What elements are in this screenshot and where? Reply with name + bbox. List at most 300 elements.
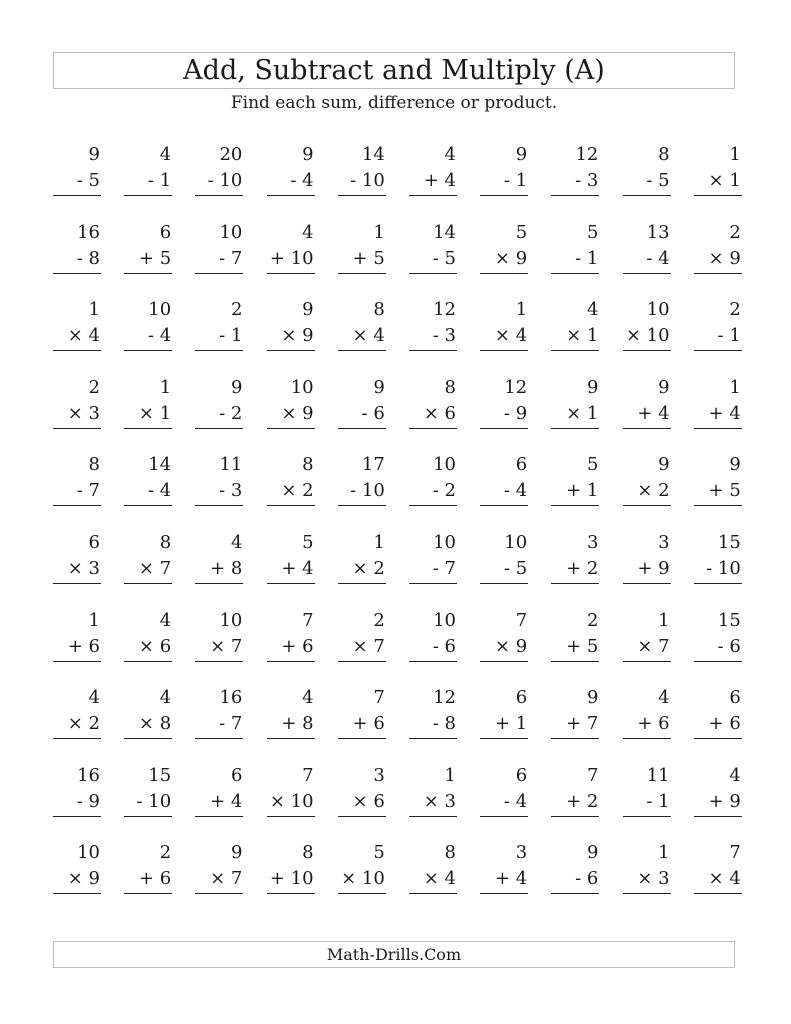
answer-line bbox=[267, 893, 315, 894]
answer-line bbox=[694, 505, 742, 506]
problem-operation: - 5 bbox=[432, 247, 456, 269]
problem-operation: + 5 bbox=[566, 635, 599, 657]
answer-line bbox=[623, 583, 671, 584]
problem-top-number: 8 bbox=[159, 532, 172, 553]
answer-line bbox=[195, 661, 243, 662]
problem-operation: × 7 bbox=[138, 558, 172, 579]
problem-top-number: 11 bbox=[646, 764, 670, 786]
problem-top-number: 12 bbox=[433, 299, 456, 321]
problem bbox=[53, 606, 101, 668]
problem-operation: - 6 bbox=[432, 635, 456, 657]
problem-operation: × 9 bbox=[708, 247, 741, 269]
problem bbox=[551, 838, 599, 900]
problem bbox=[195, 218, 243, 280]
problem bbox=[124, 450, 172, 512]
problem-top-number: 6 bbox=[230, 764, 243, 786]
problem-top-number: 1 bbox=[729, 376, 741, 398]
problem-top-number: 8 bbox=[444, 376, 456, 398]
problem-top-number: 9 bbox=[729, 454, 741, 476]
answer-line bbox=[338, 428, 386, 429]
answer-line bbox=[694, 428, 742, 429]
answer-line bbox=[694, 350, 742, 351]
problem-top-number: 9 bbox=[230, 842, 243, 864]
problem bbox=[551, 450, 599, 512]
problem-top-number: 4 bbox=[159, 687, 172, 709]
problem-top-number: 20 bbox=[219, 144, 243, 165]
problem-operation: - 7 bbox=[432, 558, 456, 579]
answer-line bbox=[480, 661, 528, 662]
problem-operation: × 1 bbox=[138, 402, 172, 424]
problem-operation: × 4 bbox=[708, 868, 741, 890]
problem bbox=[338, 450, 386, 512]
problem-operation: × 2 bbox=[281, 480, 314, 502]
problem-top-number: 4 bbox=[729, 764, 741, 786]
problem bbox=[338, 373, 386, 435]
problem-top-number: 1 bbox=[729, 144, 741, 165]
problem-operation: + 10 bbox=[269, 247, 314, 269]
problem-operation: × 2 bbox=[352, 558, 385, 579]
problem-operation: - 1 bbox=[219, 325, 243, 347]
problem bbox=[694, 140, 742, 202]
problem-operation: × 4 bbox=[352, 325, 385, 347]
problem-operation: × 9 bbox=[281, 402, 314, 424]
problem-top-number: 11 bbox=[219, 454, 243, 476]
problem-top-number: 6 bbox=[515, 687, 528, 709]
problem bbox=[694, 295, 742, 357]
answer-line bbox=[124, 893, 172, 894]
problem bbox=[124, 140, 172, 202]
problem bbox=[409, 140, 457, 202]
answer-line bbox=[694, 893, 742, 894]
problem-top-number: 1 bbox=[88, 609, 100, 631]
answer-line bbox=[267, 738, 315, 739]
problem-operation: × 3 bbox=[637, 868, 670, 890]
problem-operation: × 10 bbox=[269, 790, 314, 812]
answer-line bbox=[195, 738, 243, 739]
problem-top-number: 1 bbox=[373, 221, 385, 243]
answer-line bbox=[694, 738, 742, 739]
problem-top-number: 14 bbox=[148, 454, 172, 476]
answer-line bbox=[409, 273, 457, 274]
answer-line bbox=[623, 893, 671, 894]
problem bbox=[551, 295, 599, 357]
problem bbox=[267, 761, 315, 823]
problem-top-number: 7 bbox=[373, 687, 385, 709]
problem-top-number: 6 bbox=[729, 687, 741, 709]
problem-top-number: 2 bbox=[159, 842, 172, 864]
problem bbox=[551, 218, 599, 280]
problem bbox=[694, 450, 742, 512]
problem-top-number: 10 bbox=[433, 609, 456, 631]
problem bbox=[551, 606, 599, 668]
answer-line bbox=[694, 661, 742, 662]
problem-operation: - 4 bbox=[503, 790, 528, 812]
problem-top-number: 1 bbox=[658, 842, 670, 864]
answer-line bbox=[551, 893, 599, 894]
answer-line bbox=[623, 816, 671, 817]
answer-line bbox=[409, 428, 457, 429]
problem-top-number: 15 bbox=[717, 609, 741, 631]
problem-top-number: 4 bbox=[444, 144, 456, 165]
answer-line bbox=[124, 273, 172, 274]
problem-operation: + 10 bbox=[269, 868, 314, 890]
problem-operation: × 7 bbox=[210, 868, 243, 890]
problem bbox=[338, 528, 386, 590]
problem-operation: + 4 bbox=[494, 868, 528, 890]
problem-top-number: 9 bbox=[302, 144, 314, 165]
problem bbox=[53, 295, 101, 357]
problem-top-number: 1 bbox=[658, 609, 670, 631]
problem-top-number: 10 bbox=[646, 299, 670, 321]
answer-line bbox=[623, 273, 671, 274]
worksheet-instructions: Find each sum, difference or product. bbox=[230, 93, 558, 113]
answer-line bbox=[409, 738, 457, 739]
answer-line bbox=[124, 428, 172, 429]
problem-operation: + 1 bbox=[566, 480, 599, 502]
answer-line bbox=[53, 195, 101, 196]
answer-line bbox=[480, 893, 528, 894]
problem-operation: + 9 bbox=[637, 558, 670, 579]
problem-operation: - 7 bbox=[76, 480, 100, 502]
problem-top-number: 2 bbox=[230, 299, 243, 321]
problem-top-number: 10 bbox=[219, 609, 243, 631]
problem-top-number: 5 bbox=[586, 454, 599, 476]
problem bbox=[694, 218, 742, 280]
problem-top-number: 5 bbox=[373, 842, 385, 864]
problem-top-number: 1 bbox=[159, 376, 172, 398]
problem-operation: × 7 bbox=[210, 635, 243, 657]
answer-line bbox=[338, 350, 386, 351]
problem bbox=[53, 373, 101, 435]
problem bbox=[694, 528, 742, 590]
answer-line bbox=[409, 816, 457, 817]
problem bbox=[124, 761, 172, 823]
problem-top-number: 12 bbox=[575, 144, 599, 165]
worksheet-title bbox=[53, 52, 735, 89]
problem-top-number: 7 bbox=[515, 609, 528, 631]
problem bbox=[623, 761, 671, 823]
problem bbox=[195, 838, 243, 900]
problem-operation: - 10 bbox=[706, 558, 741, 579]
problem-top-number: 4 bbox=[230, 532, 243, 553]
problem bbox=[480, 218, 528, 280]
problem-top-number: 14 bbox=[361, 144, 385, 165]
problem-top-number: 10 bbox=[77, 842, 100, 864]
problem-operation: + 6 bbox=[708, 713, 741, 735]
problem-operation: - 10 bbox=[136, 790, 172, 812]
answer-line bbox=[480, 273, 528, 274]
answer-line bbox=[480, 583, 528, 584]
problem-top-number: 8 bbox=[302, 842, 314, 864]
problem bbox=[338, 761, 386, 823]
problem bbox=[623, 683, 671, 745]
problem-top-number: 3 bbox=[586, 532, 599, 553]
problem bbox=[409, 218, 457, 280]
answer-line bbox=[53, 428, 101, 429]
answer-line bbox=[338, 273, 386, 274]
problem-top-number: 16 bbox=[77, 221, 100, 243]
problem-top-number: 4 bbox=[88, 687, 100, 709]
problem bbox=[195, 450, 243, 512]
answer-line bbox=[124, 505, 172, 506]
answer-line bbox=[267, 583, 315, 584]
problem-operation: - 2 bbox=[432, 480, 456, 502]
problem-operation: + 6 bbox=[67, 635, 100, 657]
problem-operation: + 1 bbox=[494, 713, 528, 735]
problem-top-number: 16 bbox=[77, 764, 100, 786]
problem-operation: × 3 bbox=[423, 790, 456, 812]
problem-top-number: 6 bbox=[515, 454, 528, 476]
problem bbox=[124, 606, 172, 668]
problem-operation: - 6 bbox=[575, 868, 599, 890]
problem-operation: × 8 bbox=[138, 713, 172, 735]
footer-text: Math-Drills.Com bbox=[326, 944, 462, 964]
problem-operation: - 7 bbox=[219, 713, 243, 735]
answer-line bbox=[195, 428, 243, 429]
answer-line bbox=[623, 738, 671, 739]
problem-operation: - 10 bbox=[350, 170, 385, 191]
problem-operation: - 6 bbox=[717, 635, 741, 657]
problem bbox=[124, 373, 172, 435]
problem bbox=[267, 450, 315, 512]
problem-operation: - 8 bbox=[76, 247, 100, 269]
problem-top-number: 14 bbox=[433, 221, 456, 243]
answer-line bbox=[53, 273, 101, 274]
answer-line bbox=[694, 273, 742, 274]
answer-line bbox=[53, 350, 101, 351]
answer-line bbox=[694, 583, 742, 584]
problem bbox=[623, 140, 671, 202]
problem bbox=[195, 295, 243, 357]
answer-line bbox=[551, 428, 599, 429]
problem-top-number: 12 bbox=[433, 687, 456, 709]
problem-operation: + 4 bbox=[637, 402, 670, 424]
problem-operation: + 5 bbox=[708, 480, 741, 502]
answer-line bbox=[53, 738, 101, 739]
problem-operation: × 4 bbox=[67, 325, 100, 347]
problem-operation: - 4 bbox=[290, 170, 314, 191]
problem-operation: - 3 bbox=[219, 480, 243, 502]
problem-operation: × 6 bbox=[352, 790, 385, 812]
problem-top-number: 4 bbox=[302, 687, 314, 709]
problem-operation: × 3 bbox=[67, 402, 100, 424]
problem-operation: × 9 bbox=[494, 635, 528, 657]
problem bbox=[53, 528, 101, 590]
problem bbox=[480, 683, 528, 745]
problem-operation: - 4 bbox=[646, 247, 670, 269]
problem-top-number: 12 bbox=[504, 376, 528, 398]
answer-line bbox=[480, 816, 528, 817]
worksheet-title-text: Add, Subtract and Multiply (A) bbox=[183, 55, 605, 86]
answer-line bbox=[267, 816, 315, 817]
problem-operation: - 9 bbox=[76, 790, 100, 812]
problem bbox=[338, 140, 386, 202]
problem-top-number: 2 bbox=[373, 609, 385, 631]
answer-line bbox=[409, 505, 457, 506]
answer-line bbox=[338, 661, 386, 662]
problem-top-number: 8 bbox=[444, 842, 456, 864]
problem bbox=[409, 295, 457, 357]
problem-operation: - 1 bbox=[503, 170, 528, 191]
problem-operation: × 7 bbox=[637, 635, 670, 657]
answer-line bbox=[53, 505, 101, 506]
answer-line bbox=[195, 273, 243, 274]
answer-line bbox=[480, 505, 528, 506]
problem bbox=[409, 373, 457, 435]
problem-operation: × 3 bbox=[67, 558, 100, 579]
problem-operation: - 10 bbox=[350, 480, 385, 502]
problem-top-number: 15 bbox=[717, 532, 741, 553]
problem bbox=[409, 528, 457, 590]
problem-top-number: 9 bbox=[586, 842, 599, 864]
problem-operation: + 6 bbox=[138, 868, 172, 890]
problem bbox=[124, 528, 172, 590]
problem-top-number: 2 bbox=[586, 609, 599, 631]
problem-operation: - 3 bbox=[575, 170, 599, 191]
problem bbox=[53, 761, 101, 823]
answer-line bbox=[338, 195, 386, 196]
problem-operation: × 2 bbox=[67, 713, 100, 735]
problem bbox=[195, 606, 243, 668]
problem bbox=[338, 218, 386, 280]
answer-line bbox=[409, 350, 457, 351]
problem-top-number: 6 bbox=[159, 221, 172, 243]
problem bbox=[694, 838, 742, 900]
problem bbox=[551, 373, 599, 435]
problem-operation: - 4 bbox=[147, 480, 172, 502]
problem-top-number: 7 bbox=[729, 842, 741, 864]
problem-top-number: 9 bbox=[586, 376, 599, 398]
problem-top-number: 9 bbox=[515, 144, 528, 165]
problem-operation: - 10 bbox=[207, 170, 243, 191]
problem bbox=[267, 838, 315, 900]
problem-top-number: 9 bbox=[373, 376, 385, 398]
problem-operation: - 4 bbox=[503, 480, 528, 502]
answer-line bbox=[551, 505, 599, 506]
answer-line bbox=[195, 350, 243, 351]
answer-line bbox=[551, 738, 599, 739]
problem bbox=[267, 295, 315, 357]
problem-operation: - 1 bbox=[717, 325, 741, 347]
problem-operation: × 10 bbox=[625, 325, 670, 347]
problem-operation: - 6 bbox=[361, 402, 385, 424]
problem-operation: - 2 bbox=[219, 402, 243, 424]
problem bbox=[480, 295, 528, 357]
problem-operation: - 9 bbox=[503, 402, 528, 424]
problem bbox=[338, 606, 386, 668]
answer-line bbox=[338, 583, 386, 584]
problem bbox=[694, 606, 742, 668]
problem-top-number: 9 bbox=[658, 376, 670, 398]
problem-top-number: 9 bbox=[88, 144, 100, 165]
problem bbox=[267, 683, 315, 745]
problem-top-number: 8 bbox=[373, 299, 385, 321]
problem bbox=[409, 450, 457, 512]
problem-operation: - 8 bbox=[432, 713, 456, 735]
answer-line bbox=[551, 195, 599, 196]
problem bbox=[480, 528, 528, 590]
problem-operation: × 9 bbox=[494, 247, 528, 269]
problem-grid bbox=[53, 140, 741, 930]
problem bbox=[551, 683, 599, 745]
answer-line bbox=[623, 350, 671, 351]
problem-operation: + 8 bbox=[281, 713, 314, 735]
problem-operation: × 10 bbox=[341, 868, 385, 890]
answer-line bbox=[338, 738, 386, 739]
problem bbox=[124, 683, 172, 745]
answer-line bbox=[53, 661, 101, 662]
problem-top-number: 5 bbox=[586, 221, 599, 243]
problem-operation: + 4 bbox=[281, 558, 314, 579]
answer-line bbox=[338, 893, 386, 894]
problem-operation: × 1 bbox=[708, 170, 741, 191]
problem-top-number: 9 bbox=[586, 687, 599, 709]
problem-top-number: 4 bbox=[658, 687, 670, 709]
answer-line bbox=[551, 273, 599, 274]
problem-top-number: 9 bbox=[230, 376, 243, 398]
answer-line bbox=[551, 661, 599, 662]
problem bbox=[409, 606, 457, 668]
problem bbox=[338, 838, 386, 900]
problem-operation: × 1 bbox=[566, 402, 599, 424]
problem-operation: - 4 bbox=[147, 325, 172, 347]
problem bbox=[623, 218, 671, 280]
problem bbox=[480, 761, 528, 823]
problem-top-number: 9 bbox=[658, 454, 670, 476]
problem-operation: + 8 bbox=[210, 558, 243, 579]
answer-line bbox=[623, 505, 671, 506]
answer-line bbox=[480, 350, 528, 351]
problem-operation: × 9 bbox=[67, 868, 100, 890]
answer-line bbox=[409, 583, 457, 584]
problem-top-number: 8 bbox=[658, 144, 670, 165]
problem-top-number: 4 bbox=[586, 299, 599, 321]
problem-top-number: 8 bbox=[88, 454, 100, 476]
problem-top-number: 5 bbox=[515, 221, 528, 243]
problem-operation: + 4 bbox=[210, 790, 243, 812]
problem bbox=[409, 761, 457, 823]
problem bbox=[623, 295, 671, 357]
answer-line bbox=[551, 350, 599, 351]
problem bbox=[195, 528, 243, 590]
problem-top-number: 13 bbox=[646, 221, 670, 243]
problem bbox=[551, 528, 599, 590]
answer-line bbox=[195, 583, 243, 584]
problem bbox=[53, 140, 101, 202]
problem bbox=[338, 295, 386, 357]
answer-line bbox=[124, 583, 172, 584]
problem bbox=[623, 528, 671, 590]
problem-operation: × 6 bbox=[138, 635, 172, 657]
problem bbox=[409, 838, 457, 900]
problem bbox=[480, 373, 528, 435]
problem-operation: × 4 bbox=[494, 325, 528, 347]
answer-line bbox=[623, 195, 671, 196]
answer-line bbox=[623, 428, 671, 429]
problem-operation: + 7 bbox=[566, 713, 599, 735]
problem-operation: + 4 bbox=[708, 402, 741, 424]
problem bbox=[694, 373, 742, 435]
problem-operation: × 1 bbox=[566, 325, 599, 347]
problem-top-number: 4 bbox=[159, 609, 172, 631]
problem-top-number: 3 bbox=[373, 764, 385, 786]
problem bbox=[480, 450, 528, 512]
problem-operation: + 4 bbox=[423, 170, 456, 191]
problem-operation: - 3 bbox=[432, 325, 456, 347]
answer-line bbox=[124, 195, 172, 196]
problem bbox=[195, 373, 243, 435]
problem-top-number: 1 bbox=[88, 299, 100, 321]
